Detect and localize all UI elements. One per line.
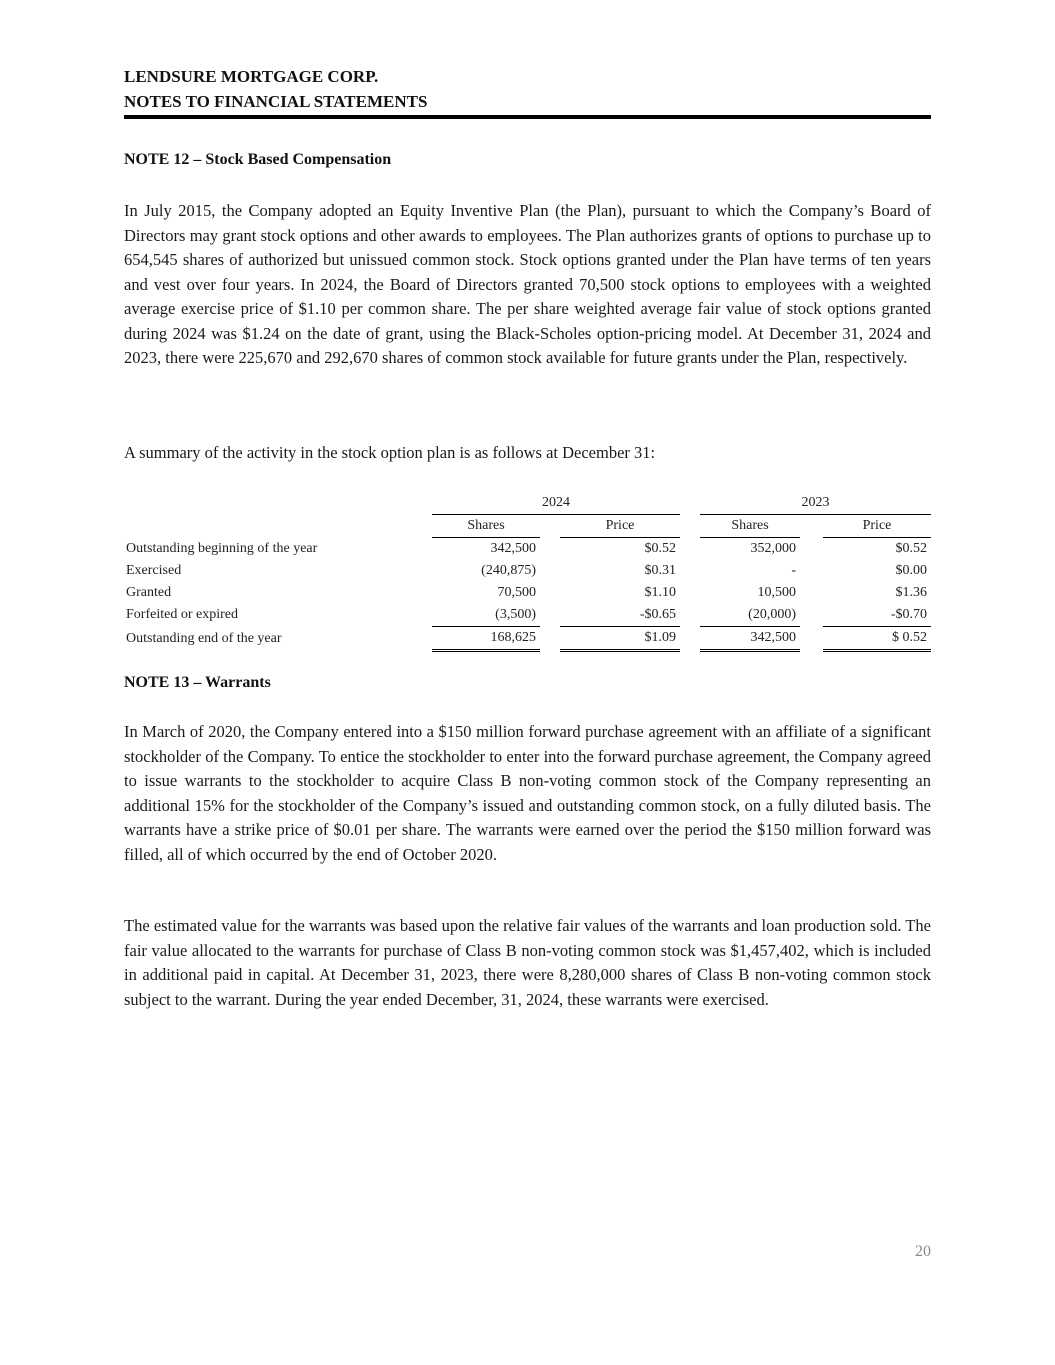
row-label: Outstanding end of the year xyxy=(126,630,282,646)
shares-2023: - xyxy=(791,563,796,578)
company-name: LENDSURE MORTGAGE CORP. xyxy=(124,67,379,86)
table-row xyxy=(124,604,931,627)
col-shares-2023: Shares xyxy=(700,515,800,538)
price-2023: $ 0.52 xyxy=(823,627,931,651)
price-2023: $0.00 xyxy=(895,563,927,578)
price-2023: $1.36 xyxy=(895,585,927,600)
price-2024: $1.09 xyxy=(560,627,680,651)
year-2024-header: 2024 xyxy=(432,492,680,515)
note13-title: NOTE 13 – Warrants xyxy=(124,674,271,691)
page-header xyxy=(124,64,427,114)
shares-2024: 70,500 xyxy=(497,585,536,600)
price-2023: $0.52 xyxy=(895,541,927,556)
row-label: Forfeited or expired xyxy=(126,607,238,623)
price-2024: $1.10 xyxy=(644,585,676,600)
year-2023-header: 2023 xyxy=(700,492,931,515)
shares-2023: 342,500 xyxy=(700,627,800,651)
statement-title: NOTES TO FINANCIAL STATEMENTS xyxy=(124,92,428,111)
price-2024: -$0.65 xyxy=(639,607,676,622)
table-total-row xyxy=(124,627,931,651)
shares-2023: 352,000 xyxy=(750,541,796,556)
price-2024: $0.31 xyxy=(644,563,676,578)
col-price-2024: Price xyxy=(560,515,680,538)
shares-2024: (240,875) xyxy=(481,563,536,578)
header-rule xyxy=(124,115,931,119)
table-column-header-row xyxy=(124,515,931,538)
table-row xyxy=(124,538,931,561)
row-label: Granted xyxy=(126,585,172,600)
shares-2024: 342,500 xyxy=(490,541,536,556)
row-label: Exercised xyxy=(126,563,182,578)
shares-2024: 168,625 xyxy=(432,627,540,651)
shares-2023: (20,000) xyxy=(748,607,796,622)
table-row xyxy=(124,560,931,582)
price-2024: $0.52 xyxy=(644,541,676,556)
col-shares-2024: Shares xyxy=(432,515,540,538)
note13-paragraph-1: In March of 2020, the Company entered into a $150 million forward purchase agreement with an affiliate of a significant stockholder of the Company. To entice the stockholder to enter into the forward purchase agreement, the Company agreed to issue warrants to the stockholder to acquire Class B non-voting common stock of the Company representing an additional 15% for the stockholder of the Company’s issued and outstanding common stock, on a fully diluted basis. The warrants have a strike price of $0.01 per share. The warrants were earned over the period the $150 million forward was filled, all of which occurred by the end of October 2020. xyxy=(124,722,931,864)
note12-title: NOTE 12 – Stock Based Compensation xyxy=(124,151,392,168)
shares-2024: (3,500) xyxy=(495,607,536,622)
table-year-row xyxy=(124,492,931,515)
page-number: 20 xyxy=(915,1243,931,1260)
note13-paragraph-2: The estimated value for the warrants was based upon the relative fair values of the warrants and loan production sold. The fair value allocated to the warrants for purchase of Class B non-voting common stock was $1,457,402, which is included in additional paid in capital. At December 31, 2023, there were 8,280,000 shares of Class B non-voting common stock subject to the warrant. During the year ended December, 31, 2024, these warrants were exercised. xyxy=(124,916,931,1009)
price-2023: -$0.70 xyxy=(890,607,927,622)
note12-paragraph: In July 2015, the Company adopted an Equity Inventive Plan (the Plan), pursuant to which the Company’s Board of Directors may grant stock options and other awards to employees. The Plan authorizes grants of options to purchase up to 654,545 shares of authorized but unissued common stock. Stock options granted under the Plan have terms of ten years and vest over four years. In 2024, the Board of Directors granted 70,500 stock options to employees with a weighted average exercise price of $1.10 per common share. The per share weighted average fair value of stock options granted during 2024 was $1.24 on the date of grant, using the Black-Scholes option-pricing model. At December 31, 2024 and 2023, there were 225,670 and 292,670 shares of common stock available for future grants under the Plan, respectively. xyxy=(124,201,931,367)
table-row xyxy=(124,582,931,604)
shares-2023: 10,500 xyxy=(757,585,796,600)
stock-option-table xyxy=(124,492,931,652)
row-label: Outstanding beginning of the year xyxy=(126,540,318,556)
note12-summary: A summary of the activity in the stock option plan is as follows at December 31: xyxy=(124,443,656,462)
col-price-2023: Price xyxy=(823,515,931,538)
